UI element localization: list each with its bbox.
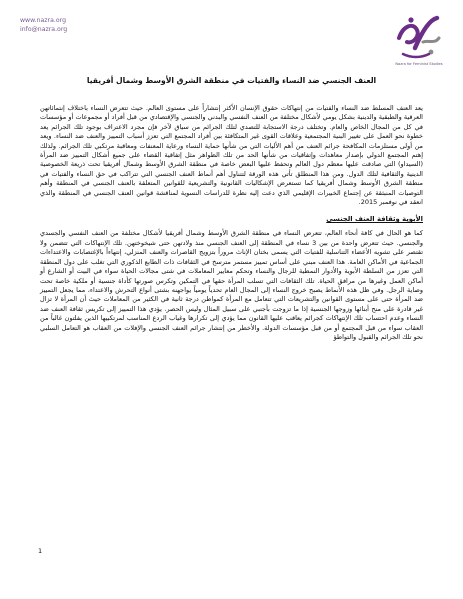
- intro-paragraph: يعد العنف المسلط ضد النساء والفتيات من إنتهاكات حقوق الإنسان الأكثر إنتشاراً على مستوى العالم. حيث تتعرض النساء باختلاف إنتمائاتهن العرقية والطبقية والدينية بشكل يومي لأشكال مختلفة من العنف النفسي والبدني والجنسي والإقتصادي من قبل أفراد أو مجموعات أو مؤسسات في كل من المجال الخاص والعام. وتختلف درجة الاستجابة للتصدي لتلك الجرائم من سياق لآخر فإن مجرد الاعتراف بوجود تلك الجرائم يعد خطوة نحو العمل على تغيير البنية المجتمعية وعلاقات القوى غير المتكافئة بين أفراد المجتمع التي تعزز أسباب التمييز والعنف ضد النساء. ويعد من أولى مستلزمات المكافحة جرائم العنف من أهم الأليات التي من شأنها حماية النساء ورعاية المعنفات ومعاقبة مرتكبي تلك الجرائم. ولذلك إهتم المجتمع الدولي بإصدار معاهدات وإتفاقيات من شأنها الحد من تلك الظواهر مثل إتفاقية القضاء على جميع أشكال التمييز ضد المرأة (السيداو) التي صادقت عليها معظم دول العالم وتحفظ عليها البعض خاصة في منطقة الشرق الأوسط وشمال أفريقيا تحت ذريعة الخصوصية الدينية والثقافية لتلك الدول. ومن هذا المنطلق تأتي هذه الورقة لتتناول أهم أنماط العنف الجنسي التي تتراكب في حق النساء والفتيات في منطقة الشرق الأوسط وشمال أفريقيا كما تستعرض الإشكاليات القانونية والتشريعية للقوانين المتعلقة بالعنف الجنسي في المنطقة وأهم التوصيات المنبثقة عن إجتماع الخبيرات الإقليمي الذي دعت إليه نظرة للدراسات النسوية لمناقشة قوانين العنف الجنسي في المنطقة والذي انعقد في نوفمبر 2015.: [40, 104, 423, 207]
- contact-block: [20, 16, 67, 34]
- logo-caption: Nazra for Feminist Studies: [395, 62, 443, 66]
- section-heading: الأبوية وثقافة العنف الجنسي: [326, 215, 423, 224]
- section-paragraph: كما هو الحال في كافة أنحاء العالم، تتعرض النساء في منطقة الشرق الأوسط وشمال أفريقيا لأشكال مختلفة من العنف النفسي والجسدي والجنسي. حيث تتعرض واحدة من بين 3 نساء في المنطقة إلى العنف الجنسي منذ ولادتهن حتى شيخوختهن. تلك الإنتهاكات التي تتضمن ولا تقتصر على تشويه الأعضاء التناسلية للفتيات التي يسمى بختان الإناث مروراً بتزويج القاصرات والعنف المنزلي، إنتهاءاً بالإغتصابات والاعتداءات الجماعية في الأماكن العامة. هذا العنف مبني على أساس تمييز مستمر مترسخ في الثقافات ذات الطابع الذكوري التي تغلب على دول المنطقة التي تعزز من السلطة الأبوية والأدوار النمطية للرجال والنساء وتحكم معايير المعاملات في شتى مجالات الحياة سواء في البيت أو الشارع أو أماكن العمل وغيرها من مرافق الحياة. تلك الثقافات التي تسلب المرأة حقها في التمكين وتكرس صورتها كأداة جنسية أو ملكية خاصة تحت وصاية الرجل. وفي ظل هذه الأنماط يصبح خروج النساء إلى المجال العام تحدياً يومياً يواجهنه بشتى أنواع التحرش والاعتداء، مما يجعل التمييز ضد المرأة حتى على مستوى القوانين والتشريعات التي تتعامل مع المرأة كمواطن درجة ثانية في الكثير من المعاملات حيث أن المرأة لا تزال غير قادرة على منح أبنائها وزوجها الجنسية إذا ما تزوجت بأجنبي على سبيل المثال وليس الحصر. يؤدي هذا التمييز إلى تكريس ثقافة العنف ضد النساء وعدم احتساب تلك الإنتهاكات كجرائم يعاقب عليها القانون مما يؤدي إلى تكرارها وغياب الردع المناسب لمرتكبيها الذين يفلتون غالباً من العقاب سواء من قبل المجتمع أو من قبل مؤسسات الدولة. والأخطر من إنتشار جرائم العنف الجنسي والإفلات من العقاب هو التعامل السلبي نحو تلك الجرائم والقبول والتواطؤ: [40, 229, 423, 341]
- website-link[interactable]: www.nazra.org: [20, 17, 66, 24]
- page-number: 1: [38, 547, 43, 555]
- document-body: [40, 104, 423, 349]
- email-link[interactable]: info@nazra.org: [20, 26, 68, 33]
- nazra-logo: [391, 8, 447, 64]
- document-title: العنف الجنسي ضد النساء والفتيات في منطقة الشرق الأوسط وشمال أفريقيا: [86, 76, 377, 85]
